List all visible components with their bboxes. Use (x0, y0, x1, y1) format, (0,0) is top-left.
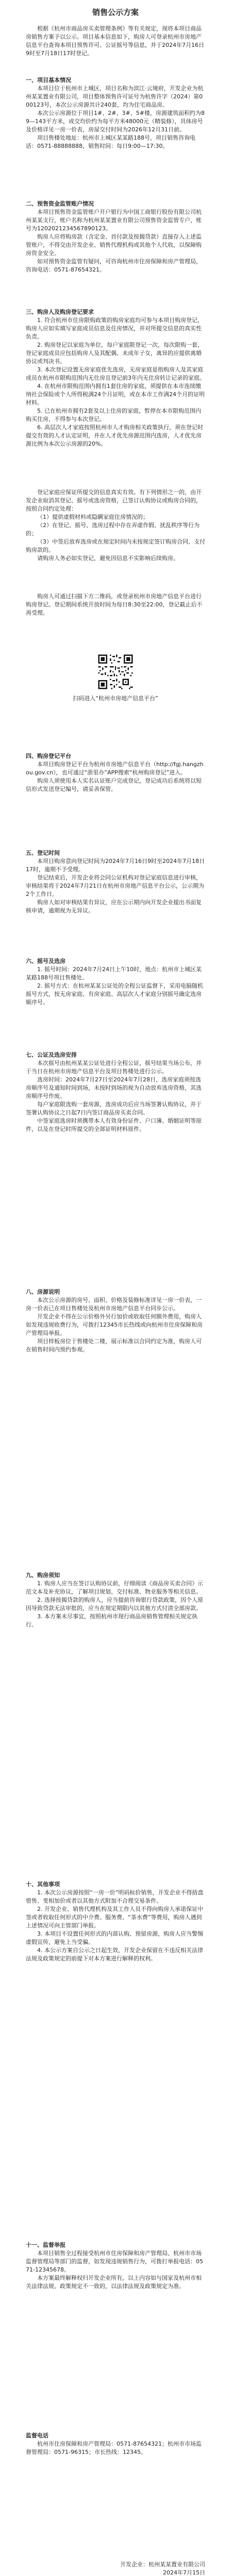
section-paragraph: 如对预售资金监管有疑问，可咨询杭州市住房保障和房产管理局，咨询电话：0571-87654321。 (26, 258, 202, 273)
section-paragraph: 本次摇号由杭州某某公证处进行全程公证，摇号结果当场公布，并于当日在杭州市房地产信息平台及项目售楼处进行公示。 (26, 1060, 202, 1075)
section-paragraph: 本项目购房登记平台为杭州市房地产信息平台（http://fgj.hangzhou.gov.cn），也可通过“浙里办”APP搜索“杭州购房登记”进入。 (26, 761, 204, 776)
section-registration-time (26, 849, 205, 915)
section-paragraph: 4. 在杭州市限购范围内拥有1套住房的家庭，须提供在本市连续缴纳社会保险或个人所得税满24个月证明，或在本市工作满24个月的证明材料。 (26, 383, 205, 406)
qr-caption-block (26, 694, 205, 703)
section-paragraph: 开发企业不得在公示价格外另行加价或收取任何额外费用，购房人如发现违规收费行为，可拨打12345市长热线或向杭州市住房保障和房产管理局举报。 (26, 1313, 203, 1336)
document-date: 2024年7月15日 (163, 2569, 205, 2576)
company-signature: 开发企业：杭州某某置业有限公司 (120, 2561, 205, 2568)
section-paragraph: 购房人如对审核结果有异议，应在公示期内向开发企业提出书面复核申请，逾期视为无异议。 (26, 899, 202, 914)
intro-block (26, 25, 205, 58)
section-paragraph: 2. 摇号方式：在杭州某某公证处的全程公证监督下，采用电脑随机摇号方式，按无房家庭、有房家庭、高层次人才家庭分别摇号确定选房顺序号。 (26, 982, 203, 1006)
note-item: （1）提供虚假材料或隐瞒家庭住房情况的； (37, 514, 148, 520)
section-contacts (26, 2432, 205, 2456)
registration-paragraph: 购房人可通过扫描下方二维码，或登录杭州市房地产信息平台进行购房登记。登记期间系统开放时间为每日8:30至22:00，登记截止后不再受理。 (26, 593, 203, 616)
section-paragraph: 3. 本方案未尽事宜，按照杭州市现行商品房销售管理相关规定执行。 (26, 1613, 197, 1628)
section-paragraph: 登记结束后，开发企业将会同公证机构对登记家庭信息进行审核，审核结果将于2024年7月21日在杭州市房地产信息平台公示，公示期为2个工作日。 (26, 874, 204, 897)
section-paragraph: 4. 本公示方案自公示之日起生效，开发企业保留在不违反相关法律法规及政策规定的前提下对本方案进行解释的权利。 (26, 1947, 203, 1962)
section-lottery (26, 957, 205, 1007)
section-paragraph: 购房人须使用本人实名认证账户完成登记，登记成功后系统将以短信形式发送登记编号，请妥善保管。 (26, 777, 202, 792)
note-paragraph: 请购房人务必如实登记，避免因信息不实影响后续购房。 (37, 555, 179, 562)
section-escrow (26, 200, 205, 274)
note-item: （2）在登记、摇号、选房过程中存在弄虚作假、扰乱秩序等行为的； (26, 522, 200, 537)
intro-paragraph: 根据《杭州市商品房买卖管理条例》等有关规定，现将本项目商品房销售方案予以公示。项目基本信息如下，购房人可登录杭州市房地产信息平台查询本项目预售许可、公证摇号等信息，并于2024年7月16日9时至7月18日17时登记。 (26, 25, 204, 57)
section-heading: 七、公证及选房安排 (26, 1052, 77, 1058)
qr-caption: 扫码进入“杭州市房地产信息平台” (73, 695, 158, 702)
section-paragraph: 1. 符合杭州市住房限购政策的购房家庭均可参与本项目购房登记，购房人应如实填写家庭成员信息及住房情况，并对所提交信息的真实性负责。 (26, 317, 203, 340)
section-paragraph: 1. 购房人应当在签订认购协议前，仔细阅读《商品房买卖合同》示范文本及补充协议，了解项目规划、交付标准、物业服务等相关信息。 (26, 1580, 203, 1595)
section-paragraph: 1. 本次公示房源按照“一房一价”明码标价销售，开发企业不得捂盘惜售、变相加价或者以其他方式附加不合理交易条件。 (26, 1889, 204, 1904)
section-eligibility (26, 308, 205, 448)
note-item: （3）中签后放弃选房或在规定时间内未按规定签订购房合同、支付购房款的。 (26, 538, 205, 553)
section-paragraph: 3. 本次登记设置无房家庭优先选房，无房家庭是指购房人及其家庭成员在杭州市限购范围内无住房且登记前3年内无住房转让记录的家庭。 (26, 366, 205, 381)
section-registration-guide (26, 592, 205, 617)
section-heading: 六、摇号及选房 (26, 958, 65, 964)
note-paragraph: 登记家庭应保证所提交的信息真实有效。有下列情形之一的，由开发企业取消其登记、摇号或选房资格，已签订认购协议或购房合同的，按照合同约定处理： (26, 489, 202, 512)
section-paragraph: 2. 开发企业、销售代理机构及其工作人员不得向购房人承诺保证中签或者收取任何形式的中介费、服务费、“茶水费”等费用，购房人遇到上述情况可向主管部门举报。 (26, 1906, 203, 1929)
section-paragraph: 每户家庭限选购一套房源，选房成功后应当场签署认购协议，并于签署认购协议之日起7日内签订商品房买卖合同。 (26, 1101, 202, 1116)
section-paragraph: 本方案最终解释权归开发企业所有，以上内容如与国家及杭州市相关法律法规、政策规定不一致的，以法律法规及政策规定为准。 (26, 2275, 202, 2290)
section-paragraph: 项目售楼处地址：杭州市上城区某某路188号，项目销售咨询电话：0571-88888888，销售时间：每日9:00—17:30。 (26, 134, 195, 149)
section-paragraph: 2. 选择按揭贷款的购房人，应当提前咨询银行贷款政策，因个人原因导致贷款无法审批的，应当在规定期限内以其他方式付清全部房款。 (26, 1597, 203, 1612)
section-project (26, 76, 205, 150)
section-heading: 一、项目基本情况 (26, 77, 71, 83)
section-heading: 五、登记时间 (26, 850, 60, 856)
section-platform (26, 752, 205, 793)
section-paragraph: 本次公示房源位于项目1#、2#、3#、5#楼，房源建筑面积约为89—143平方米，成交均价约为每平方米48000元（精装修），具体房号及价格详见一房一价表，房屋交付时间为2026年12月31日前。 (26, 110, 205, 133)
section-heading: 三、购房人及购房登记要求 (26, 309, 94, 315)
section-paragraph: 1. 摇号时间：2024年7月24日上午10时，地点：杭州市上城区某某路188号项目售楼处。 (26, 966, 202, 981)
section-paragraph: 本次公示房源的房号、面积、价格及装修标准详见一房一价表，一房一价表已在项目售楼处及杭州市房地产信息平台同步公示。 (26, 1297, 202, 1312)
signature-block (26, 2561, 205, 2576)
section-listings (26, 1288, 205, 1354)
section-paragraph: 6. 高层次人才家庭按照杭州市人才购房相关政策执行，须在登记时提交有效的人才认定证明，并在人才优先房源范围内选房，人才优先房源比例为本次公示房源的20%。 (26, 424, 203, 447)
document-title: 销售公示方案 (92, 8, 139, 17)
section-paragraph: 购房人应将购房款（含定金、首付款及按揭贷款）直接存入上述监管账户，不得交由开发企业、销售代理机构或其他个人代收，以保障购房资金安全。 (26, 233, 202, 257)
qr-code-icon (97, 653, 134, 690)
section-paragraph: 项目样板房位于售楼处二楼，展示标准以合同约定为准，购房人可在销售时间内预约参观。 (26, 1338, 202, 1353)
section-paragraph: 本项目销售全过程接受杭州市住房保障和房产管理局、杭州市市场监督管理局等部门的监督，如发现违规销售行为，可拨打举报电话：0571-12345678。 (26, 2250, 203, 2273)
section-heading: 十一、监督举报 (26, 2242, 65, 2248)
section-eligibility-notes (26, 488, 205, 563)
section-heading: 八、房源说明 (26, 1289, 60, 1295)
section-notice (26, 1571, 205, 1629)
section-heading: 二、预售资金监管账户情况 (26, 200, 94, 207)
section-paragraph: 中签家庭选房时须携带本人有效身份证件、户口簿、婚姻证明等原件，以及在登记时所提交的全部证明材料原件。 (26, 1117, 202, 1132)
section-paragraph: 本项目预售资金监管账户开户银行为中国工商银行股份有限公司杭州某某支行，账户名称为杭州某某置业有限公司预售资金监管专户，账号为1202021234567890123。 (26, 209, 202, 232)
section-notary (26, 1051, 205, 1133)
section-supervision (26, 2241, 205, 2291)
section-other (26, 1880, 205, 1963)
section-paragraph: 杭州市住房保障和房产管理局：0571-87654321；杭州市市场监督管理局：0571-96315；市长热线：12345。 (26, 2441, 202, 2455)
section-paragraph: 本项目购房意向登记时间为2024年7月16日9时至2024年7月18日17时，逾期不予受理。 (26, 858, 205, 873)
section-paragraph: 5. 已在杭州市拥有2套及以上住房的家庭，暂停在本市限购范围内购买住房，不得参与本次登记。 (26, 408, 201, 422)
section-paragraph: 选房时间：2024年7月27日至2024年7月28日，选房家庭须按选房顺序号及通知时间到场，未按时到场的视为自动放弃选房资格，其选房顺序号作废。 (26, 1076, 202, 1099)
section-heading: 九、购房须知 (26, 1572, 60, 1579)
section-paragraph: 3. 本项目不设置任何形式的内部认购、预留房源，购房人应当警惕虚假宣传，避免上当受骗。 (26, 1930, 203, 1945)
section-paragraph: 2. 购房登记以家庭为单位，每户家庭限登记一次，每次限购一套，登记家庭成员应包括购房人及其配偶、未成年子女，离异的应提供离婚协议或判决书。 (26, 342, 203, 365)
section-heading: 十、其他事项 (26, 1881, 60, 1888)
section-paragraph: 本项目位于杭州市上城区，项目名称为滨江·云境府，开发企业为杭州某某置业有限公司，项目整体预售许可证号为杭售许字（2024）第000123号，本次公示房源共计240套，均为住宅商品房。 (26, 85, 204, 108)
section-heading: 监督电话 (26, 2432, 48, 2439)
qr-code-image[interactable] (97, 653, 134, 690)
section-heading: 四、购房登记平台 (26, 753, 71, 759)
